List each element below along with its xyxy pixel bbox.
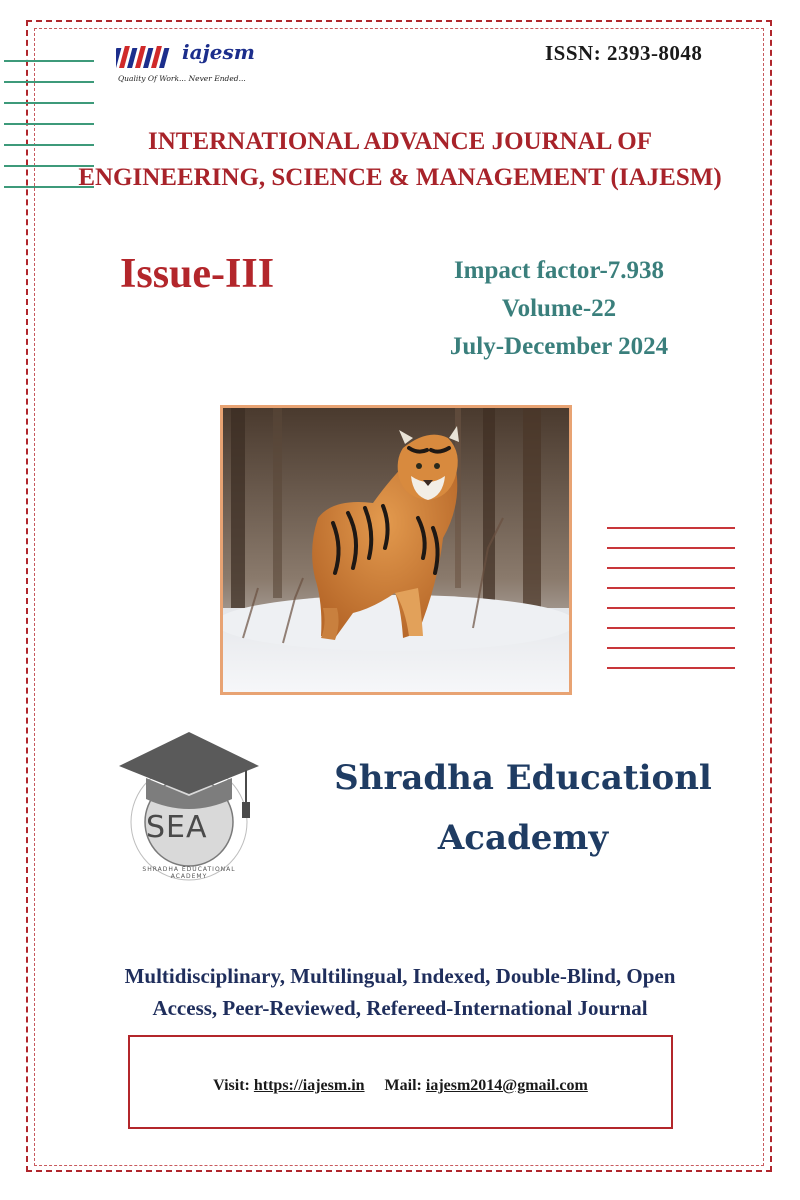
journal-description [40, 960, 760, 1024]
journal-meta [400, 252, 718, 366]
decorative-red-lines [607, 527, 735, 687]
issn-number: ISSN: 2393-8048 [545, 41, 703, 65]
impact-factor: Impact factor-7.938 [453, 257, 665, 284]
tiger-in-snow-illustration [223, 408, 569, 692]
contact-box [128, 1035, 673, 1129]
website-link[interactable]: https://iajesm.in [253, 1077, 365, 1094]
tiger-cover-image [220, 405, 572, 695]
email-link[interactable]: iajesm2014@gmail.com [425, 1077, 588, 1094]
publisher-logo [114, 724, 264, 884]
issue-number: Issue-III [120, 251, 275, 297]
logo-tagline: Quality Of Work... Never Ended... [118, 74, 246, 83]
visit-label: Visit: [213, 1077, 250, 1094]
logo-text: iajesm [182, 40, 255, 64]
description-line2: Access, Peer-Reviewed, Refereed-International Journal [152, 996, 648, 1020]
journal-title [30, 124, 770, 196]
publisher-logo-ring-text: SHRADHA EDUCATIONAL ACADEMY [142, 866, 236, 880]
volume: Volume-22 [501, 295, 617, 322]
publication-period: July-December 2024 [449, 333, 669, 360]
publisher-logo-letters: SEA [146, 810, 208, 845]
description-line1: Multidisciplinary, Multilingual, Indexed, Double-Blind, Open [124, 964, 676, 988]
mail-label: Mail: [384, 1077, 422, 1094]
journal-title-line1: INTERNATIONAL ADVANCE JOURNAL OF [147, 128, 653, 155]
publisher-name-line2: Academy [437, 818, 609, 858]
publisher-name [318, 748, 728, 868]
journal-title-line2: ENGINEERING, SCIENCE & MANAGEMENT (IAJESM) [78, 164, 722, 191]
contact-line [130, 1077, 671, 1095]
publisher-name-line1: Shradha Educationl [334, 758, 712, 798]
journal-logo [116, 38, 276, 94]
logo-bars-icon [116, 42, 182, 72]
graduation-cap-icon [114, 724, 264, 884]
